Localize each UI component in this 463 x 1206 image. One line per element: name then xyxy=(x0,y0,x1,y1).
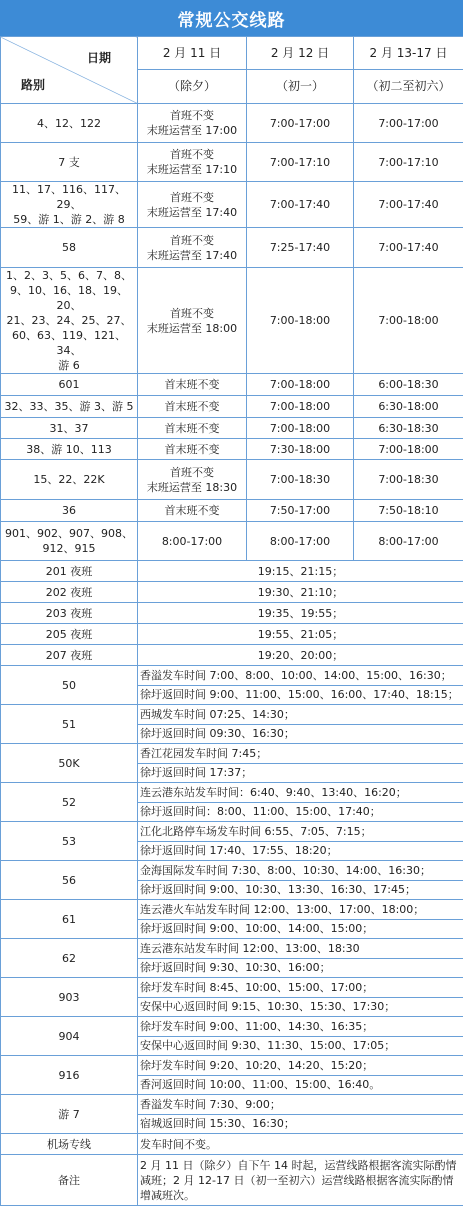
day3-cell: 6:30-18:00 xyxy=(354,396,463,418)
header-date: 2 月 13-17 日 xyxy=(354,37,463,70)
table-row xyxy=(1,268,463,374)
route-line: 15、22、22K xyxy=(3,472,135,487)
route-line: 32、33、35、游 3、游 5 xyxy=(3,399,135,414)
day1-line: 首末班不变 xyxy=(140,503,244,518)
remark-text: 2 月 11 日（除夕）自下午 14 时起，运营线路根据客流实际酌情减班；2 月 12-17 日（初一至初六）运营线路根据客流实际酌情增减班次。 xyxy=(138,1155,463,1206)
night-time-cell: 19:30、21:10； xyxy=(138,582,463,603)
route-line: 1、2、3、5、6、7、8、 xyxy=(3,268,135,283)
header-date: 2 月 12 日 xyxy=(247,37,354,70)
schedule-row xyxy=(1,744,463,783)
day2-cell: 7:30-18:00 xyxy=(247,439,354,460)
schedule-row xyxy=(1,900,463,939)
date-label: 日期 xyxy=(87,51,111,66)
day3-cell: 7:00-17:40 xyxy=(354,182,463,228)
day3-cell: 7:00-18:00 xyxy=(354,439,463,460)
day3-cell: 7:00-18:30 xyxy=(354,460,463,500)
route-line: 21、23、24、25、27、 xyxy=(3,313,135,328)
schedule-line: 连云港火车站发车时间 12:00、13:00、17:00、18:00； xyxy=(138,901,463,919)
day1-line: 首班不变 xyxy=(140,306,244,321)
route-cell: 62 xyxy=(1,939,138,978)
route-line: 912、915 xyxy=(3,541,135,556)
schedule-line: 徐圩返回时间：8:00、11:00、15:00、17:40； xyxy=(138,802,463,821)
route-cell: 903 xyxy=(1,978,138,1017)
schedule-row xyxy=(1,939,463,978)
route-cell: 202 夜班 xyxy=(1,582,138,603)
schedule-line: 江化北路停车场发车时间 6:55、7:05、7:15； xyxy=(138,823,463,841)
route-cell xyxy=(1,418,138,439)
day1-line: 首末班不变 xyxy=(140,399,244,414)
day1-line: 首末班不变 xyxy=(140,442,244,457)
day2-cell: 7:00-18:00 xyxy=(247,268,354,374)
schedule-line: 金海国际发车时间 7:30、8:00、10:30、14:00、16:30； xyxy=(138,862,463,880)
table-row xyxy=(1,439,463,460)
table-row xyxy=(1,522,463,561)
day2-cell: 7:00-18:00 xyxy=(247,396,354,418)
schedule-line: 徐圩返回时间 9:00、10:30、13:30、16:30、17:45； xyxy=(138,880,463,899)
day3-cell: 7:00-18:00 xyxy=(354,268,463,374)
day2-cell: 7:50-17:00 xyxy=(247,500,354,522)
route-cell: 52 xyxy=(1,783,138,822)
schedule-line: 徐圩返回时间 09:30、16:30； xyxy=(138,724,463,743)
day2-cell: 7:00-18:30 xyxy=(247,460,354,500)
schedule-text-cell xyxy=(138,1095,463,1134)
night-time-cell: 19:35、19:55； xyxy=(138,603,463,624)
route-line: 901、902、907、908、 xyxy=(3,526,135,541)
schedule-line: 连云港东站发车时间 12:00、13:00、18:30 xyxy=(138,940,463,958)
day2-cell: 7:00-18:00 xyxy=(247,374,354,396)
route-cell: 51 xyxy=(1,705,138,744)
day2-cell: 8:00-17:00 xyxy=(247,522,354,561)
route-cell xyxy=(1,396,138,418)
schedule-line: 徐圩返回时间 17:40、17:55、18:20； xyxy=(138,841,463,860)
day1-cell xyxy=(138,104,247,143)
night-row xyxy=(1,561,463,582)
route-cell xyxy=(1,143,138,182)
route-line: 601 xyxy=(3,377,135,392)
route-cell: 916 xyxy=(1,1056,138,1095)
schedule-text-cell xyxy=(138,939,463,978)
day1-cell xyxy=(138,396,247,418)
schedule-row xyxy=(1,1095,463,1134)
day1-line: 8:00-17:00 xyxy=(140,534,244,549)
day1-cell xyxy=(138,439,247,460)
route-cell xyxy=(1,182,138,228)
schedule-line: 香江花园发车时间 7:45； xyxy=(138,745,463,763)
day2-cell: 7:25-17:40 xyxy=(247,228,354,268)
route-cell: 203 夜班 xyxy=(1,603,138,624)
route-label: 路别 xyxy=(21,78,45,93)
header-sub: （初二至初六） xyxy=(354,70,463,104)
table-row xyxy=(1,182,463,228)
day3-cell: 7:50-18:10 xyxy=(354,500,463,522)
day1-line: 首末班不变 xyxy=(140,377,244,392)
route-cell xyxy=(1,500,138,522)
route-line: 7 支 xyxy=(3,155,135,170)
day1-cell xyxy=(138,228,247,268)
day1-cell xyxy=(138,374,247,396)
day2-cell: 7:00-17:40 xyxy=(247,182,354,228)
route-cell xyxy=(1,460,138,500)
table-row xyxy=(1,396,463,418)
remark-row xyxy=(1,1155,463,1206)
route-cell: 机场专线 xyxy=(1,1134,138,1155)
day1-cell xyxy=(138,268,247,374)
table-row xyxy=(1,143,463,182)
route-line: 58 xyxy=(3,240,135,255)
route-cell: 53 xyxy=(1,822,138,861)
route-cell: 61 xyxy=(1,900,138,939)
route-cell xyxy=(1,268,138,374)
schedule-line: 安保中心返回时间 9:30、11:30、15:00、17:05； xyxy=(138,1036,463,1055)
table-row xyxy=(1,460,463,500)
night-row xyxy=(1,603,463,624)
schedule-line: 徐圩返回时间 17:37； xyxy=(138,763,463,782)
header-sub: （初一） xyxy=(247,70,354,104)
day1-cell xyxy=(138,460,247,500)
route-cell: 205 夜班 xyxy=(1,624,138,645)
day2-cell: 7:00-17:00 xyxy=(247,104,354,143)
night-time-cell: 19:55、21:05； xyxy=(138,624,463,645)
day3-cell: 7:00-17:00 xyxy=(354,104,463,143)
table-row xyxy=(1,228,463,268)
route-cell xyxy=(1,374,138,396)
table-row xyxy=(1,374,463,396)
route-line: 38、游 10、113 xyxy=(3,442,135,457)
day2-cell: 7:00-18:00 xyxy=(247,418,354,439)
day3-cell: 7:00-17:10 xyxy=(354,143,463,182)
route-line: 31、37 xyxy=(3,421,135,436)
schedule-line: 徐圩发车时间 8:45、10:00、15:00、17:00； xyxy=(138,979,463,997)
table-row xyxy=(1,500,463,522)
day1-line: 末班运营至 18:00 xyxy=(140,321,244,336)
schedule-line: 徐圩返回时间 9:30、10:30、16:00； xyxy=(138,958,463,977)
day1-line: 首班不变 xyxy=(140,233,244,248)
route-cell: 904 xyxy=(1,1017,138,1056)
day1-cell xyxy=(138,182,247,228)
schedule-text-cell xyxy=(138,783,463,822)
night-row xyxy=(1,645,463,666)
schedule-line: 徐圩发车时间 9:20、10:20、14:20、15:20； xyxy=(138,1057,463,1075)
day1-line: 首班不变 xyxy=(140,108,244,123)
schedule-text-cell xyxy=(138,861,463,900)
schedule-text-cell xyxy=(138,1017,463,1056)
schedule-row xyxy=(1,822,463,861)
schedule-text-cell xyxy=(138,822,463,861)
remark-label: 备注 xyxy=(1,1155,138,1206)
day3-cell: 6:30-18:30 xyxy=(354,418,463,439)
day2-cell: 7:00-17:10 xyxy=(247,143,354,182)
schedule-row xyxy=(1,978,463,1017)
route-line: 11、17、116、117、29、 xyxy=(3,182,135,212)
schedule-row xyxy=(1,666,463,705)
route-cell xyxy=(1,104,138,143)
page-title: 常规公交线路 xyxy=(0,0,463,36)
route-cell: 50K xyxy=(1,744,138,783)
day1-line: 首末班不变 xyxy=(140,421,244,436)
schedule-line: 西城发车时间 07:25、14:30； xyxy=(138,706,463,724)
day1-cell xyxy=(138,522,247,561)
schedule-text-cell xyxy=(138,666,463,705)
schedule-line: 香溢发车时间 7:30、9:00； xyxy=(138,1096,463,1114)
day1-line: 首班不变 xyxy=(140,190,244,205)
day3-cell: 6:00-18:30 xyxy=(354,374,463,396)
route-line: 59、游 1、游 2、游 8 xyxy=(3,212,135,227)
schedule-line: 连云港东站发车时间：6:40、9:40、13:40、16:20； xyxy=(138,784,463,802)
route-cell: 50 xyxy=(1,666,138,705)
day3-cell: 7:00-17:40 xyxy=(354,228,463,268)
schedule-line: 安保中心返回时间 9:15、10:30、15:30、17:30； xyxy=(138,997,463,1016)
route-cell xyxy=(1,522,138,561)
day1-line: 末班运营至 17:40 xyxy=(140,205,244,220)
header-row xyxy=(1,37,463,70)
night-time-cell: 19:15、21:15； xyxy=(138,561,463,582)
schedule-row xyxy=(1,861,463,900)
night-row xyxy=(1,582,463,603)
route-line: 36 xyxy=(3,503,135,518)
night-time-cell: 19:20、20:00； xyxy=(138,645,463,666)
day1-cell xyxy=(138,418,247,439)
day1-line: 末班运营至 17:00 xyxy=(140,123,244,138)
schedule-table xyxy=(0,36,463,1206)
header-date: 2 月 11 日 xyxy=(138,37,247,70)
schedule-text-cell xyxy=(138,978,463,1017)
route-cell: 207 夜班 xyxy=(1,645,138,666)
day3-cell: 8:00-17:00 xyxy=(354,522,463,561)
route-line: 4、12、122 xyxy=(3,116,135,131)
schedule-line: 徐圩发车时间 9:00、11:00、14:30、16:35； xyxy=(138,1018,463,1036)
airport-text-cell: 发车时间不变。 xyxy=(138,1134,463,1155)
schedule-line: 香河返回时间 10:00、11:00、15:00、16:40。 xyxy=(138,1075,463,1094)
route-cell: 201 夜班 xyxy=(1,561,138,582)
route-cell xyxy=(1,439,138,460)
schedule-text-cell xyxy=(138,1056,463,1095)
route-line: 游 6 xyxy=(3,358,135,373)
header-sub: （除夕） xyxy=(138,70,247,104)
route-cell: 56 xyxy=(1,861,138,900)
route-line: 60、63、119、121、34、 xyxy=(3,328,135,358)
day1-line: 末班运营至 17:10 xyxy=(140,162,244,177)
airport-row xyxy=(1,1134,463,1155)
table-row xyxy=(1,104,463,143)
table-row xyxy=(1,418,463,439)
schedule-line: 香溢发车时间 7:00、8:00、10:00、14:00、15:00、16:30； xyxy=(138,667,463,685)
route-line: 9、10、16、18、19、20、 xyxy=(3,283,135,313)
schedule-text-cell xyxy=(138,900,463,939)
schedule-line: 宿城返回时间 15:30、16:30； xyxy=(138,1114,463,1133)
schedule-text-cell xyxy=(138,744,463,783)
day1-line: 首班不变 xyxy=(140,465,244,480)
schedule-row xyxy=(1,705,463,744)
route-cell: 游 7 xyxy=(1,1095,138,1134)
schedule-text-cell xyxy=(138,705,463,744)
day1-line: 末班运营至 18:30 xyxy=(140,480,244,495)
schedule-line: 徐圩返回时间 9:00、10:00、14:00、15:00； xyxy=(138,919,463,938)
schedule-row xyxy=(1,1017,463,1056)
route-cell xyxy=(1,228,138,268)
day1-cell xyxy=(138,500,247,522)
schedule-row xyxy=(1,783,463,822)
day1-cell xyxy=(138,143,247,182)
day1-line: 首班不变 xyxy=(140,147,244,162)
header-corner xyxy=(1,37,138,104)
day1-line: 末班运营至 17:40 xyxy=(140,248,244,263)
schedule-row xyxy=(1,1056,463,1095)
schedule-line: 徐圩返回时间 9:00、11:00、15:00、16:00、17:40、18:15； xyxy=(138,685,463,704)
night-row xyxy=(1,624,463,645)
